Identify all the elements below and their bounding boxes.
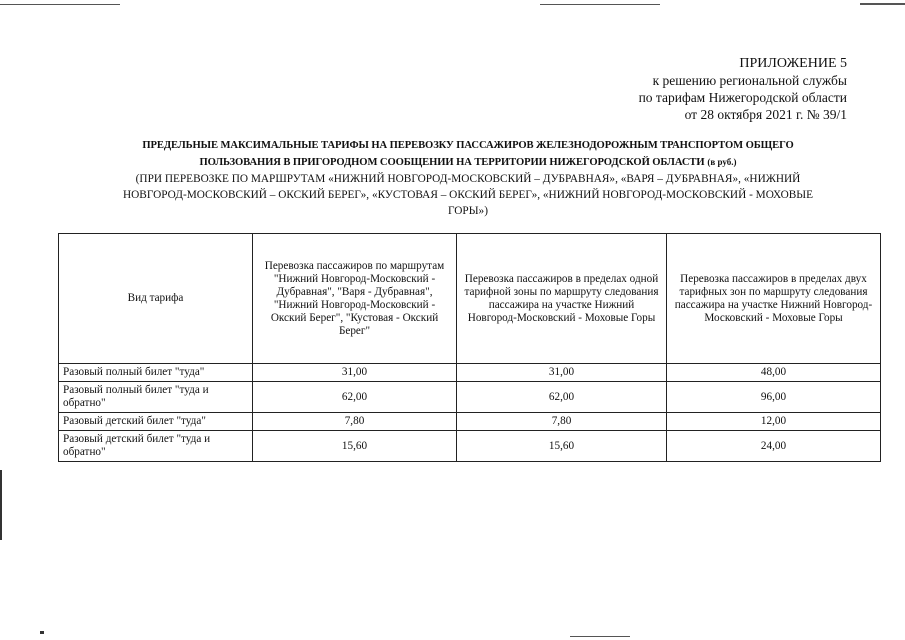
document-heading [78,138,858,219]
scan-artifact-line [860,3,905,5]
scan-artifact-mark [0,470,2,540]
scan-artifact-dot [40,631,44,634]
tariff-kind-cell: Разовый детский билет "туда и обратно" [59,431,253,462]
price-cell: 62,00 [253,382,457,413]
tariff-kind-cell: Разовый полный билет "туда" [59,364,253,382]
price-cell: 48,00 [667,364,881,382]
scan-artifact-line [570,636,630,637]
column-header-two-zones: Перевозка пассажиров в пределах двух тарифных зон по маршруту следования пассажира на участке Нижний Новгород-Московский - Моховые Горы [667,234,881,364]
table-row [59,382,881,413]
price-cell: 62,00 [457,382,667,413]
scan-artifact-line [540,4,660,5]
table-header-row [59,234,881,364]
table-row [59,431,881,462]
table-row [59,364,881,382]
tariff-table [58,233,881,462]
price-cell: 15,60 [253,431,457,462]
appendix-block [547,55,847,123]
price-cell: 12,00 [667,413,881,431]
appendix-date-line: от 28 октября 2021 г. № 39/1 [684,107,847,122]
appendix-line: по тарифам Нижегородской области [638,90,847,105]
column-header-one-zone: Перевозка пассажиров в пределах одной тарифной зоны по маршруту следования пассажира на участке Нижний Новгород-Московский - Моховые Горы [457,234,667,364]
tariff-kind-cell: Разовый полный билет "туда и обратно" [59,382,253,413]
column-header-tariff-kind: Вид тарифа [59,234,253,364]
heading-line-with-unit [78,154,858,171]
column-header-routes: Перевозка пассажиров по маршрутам "Нижний Новгород-Московский - Дубравная", "Варя - Дубравная", "Нижний Новгород-Московский - Окский Берег", "Кустовая - Окский Берег" [253,234,457,364]
heading-subline: НОВГОРОД-МОСКОВСКИЙ – ОКСКИЙ БЕРЕГ», «КУСТОВАЯ – ОКСКИЙ БЕРЕГ», «НИЖНИЙ НОВГОРОД-МОСКОВСКИЙ - МОХОВЫЕ [122,189,814,201]
heading-line: ПОЛЬЗОВАНИЯ В ПРИГОРОДНОМ СООБЩЕНИИ НА ТЕРРИТОРИИ НИЖЕГОРОДСКОЙ ОБЛАСТИ [199,157,705,168]
heading-line: ПРЕДЕЛЬНЫЕ МАКСИМАЛЬНЫЕ ТАРИФЫ НА ПЕРЕВОЗКУ ПАССАЖИРОВ ЖЕЛЕЗНОДОРОЖНЫМ ТРАНСПОРТОМ ОБЩЕГО [142,140,794,151]
tariff-kind-cell: Разовый детский билет "туда" [59,413,253,431]
scan-artifact-line [0,4,120,5]
price-cell: 7,80 [253,413,457,431]
price-cell: 7,80 [457,413,667,431]
price-cell: 24,00 [667,431,881,462]
price-cell: 31,00 [457,364,667,382]
appendix-line: к решению региональной службы [652,73,847,88]
price-cell: 96,00 [667,382,881,413]
heading-unit: (в руб.) [707,157,737,167]
price-cell: 31,00 [253,364,457,382]
appendix-title: ПРИЛОЖЕНИЕ 5 [739,56,847,71]
heading-subline: ГОРЫ») [448,205,488,217]
price-cell: 15,60 [457,431,667,462]
table-row [59,413,881,431]
heading-subline: (ПРИ ПЕРЕВОЗКЕ ПО МАРШРУТАМ «НИЖНИЙ НОВГОРОД-МОСКОВСКИЙ – ДУБРАВНАЯ», «ВАРЯ – ДУБРАВНАЯ», «НИЖНИЙ [135,173,801,185]
